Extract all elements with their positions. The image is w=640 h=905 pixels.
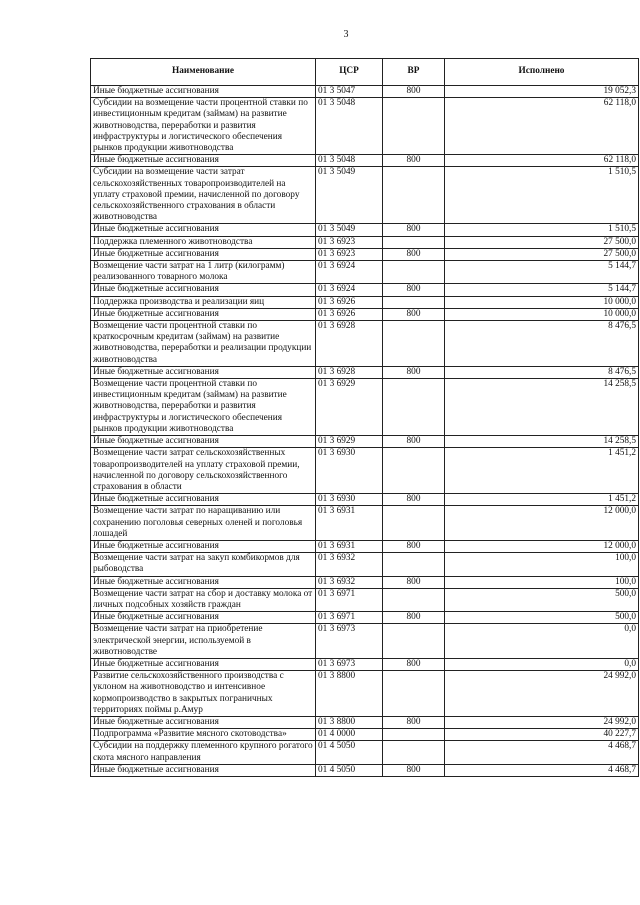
table-row <box>91 379 639 436</box>
row-amount-cell: 62 118,0 <box>445 155 639 167</box>
header-executed: Исполнено <box>445 59 639 86</box>
row-amount-cell: 10 000,0 <box>445 308 639 320</box>
row-vr-cell <box>383 296 445 308</box>
page-number: 3 <box>343 29 349 40</box>
row-csr-cell: 01 3 6971 <box>316 588 383 611</box>
table-row <box>91 671 639 717</box>
row-csr-cell: 01 3 6924 <box>316 284 383 296</box>
row-amount-cell: 14 258,5 <box>445 379 639 436</box>
header-csr: ЦСР <box>316 59 383 86</box>
row-name-cell: Возмещение части затрат на приобретение электрической энергии, используемой в животноводстве <box>91 624 316 659</box>
row-name-cell: Возмещение части затрат на закуп комбикормов для рыбоводства <box>91 553 316 576</box>
row-vr-cell <box>383 448 445 494</box>
row-name-cell: Иные бюджетные ассигнования <box>91 248 316 260</box>
table-row <box>91 448 639 494</box>
row-amount-cell: 19 052,3 <box>445 86 639 98</box>
row-csr-cell: 01 3 6973 <box>316 624 383 659</box>
row-name-cell: Иные бюджетные ассигнования <box>91 366 316 378</box>
row-amount-cell: 12 000,0 <box>445 540 639 552</box>
table-row <box>91 224 639 236</box>
row-csr-cell: 01 3 6971 <box>316 612 383 624</box>
table-row <box>91 167 639 224</box>
row-vr-cell: 800 <box>383 716 445 728</box>
row-amount-cell: 5 144,7 <box>445 284 639 296</box>
row-csr-cell: 01 3 8800 <box>316 671 383 717</box>
row-amount-cell: 0,0 <box>445 658 639 670</box>
row-name-cell: Субсидии на возмещение части затрат сельскохозяйственных товаропроизводителей на уплату страховой премии, начисленной по договору сельскохозяйственного страхования в области животноводства <box>91 167 316 224</box>
row-name-cell: Иные бюджетные ассигнования <box>91 155 316 167</box>
table-row <box>91 296 639 308</box>
row-csr-cell: 01 4 5050 <box>316 741 383 764</box>
row-csr-cell: 01 3 6924 <box>316 261 383 284</box>
row-vr-cell: 800 <box>383 248 445 260</box>
row-vr-cell <box>383 98 445 155</box>
table-row <box>91 716 639 728</box>
row-csr-cell: 01 3 5049 <box>316 167 383 224</box>
row-name-cell: Возмещение части процентной ставки по краткосрочным кредитам (займам) на развитие животноводства, переработки и реализации продукции животноводства <box>91 321 316 367</box>
row-vr-cell <box>383 506 445 541</box>
row-csr-cell: 01 3 6928 <box>316 321 383 367</box>
row-amount-cell: 24 992,0 <box>445 671 639 717</box>
row-name-cell: Иные бюджетные ассигнования <box>91 764 316 776</box>
table-row <box>91 553 639 576</box>
row-amount-cell: 4 468,7 <box>445 764 639 776</box>
table-header-row <box>91 59 639 86</box>
row-csr-cell: 01 3 6931 <box>316 506 383 541</box>
row-csr-cell: 01 3 5048 <box>316 98 383 155</box>
row-amount-cell: 1 451,2 <box>445 448 639 494</box>
row-csr-cell: 01 3 6930 <box>316 448 383 494</box>
row-vr-cell: 800 <box>383 540 445 552</box>
row-csr-cell: 01 3 5048 <box>316 155 383 167</box>
row-vr-cell <box>383 553 445 576</box>
row-csr-cell: 01 4 0000 <box>316 729 383 741</box>
row-vr-cell <box>383 379 445 436</box>
row-vr-cell: 800 <box>383 658 445 670</box>
row-name-cell: Поддержка племенного животноводства <box>91 236 316 248</box>
row-name-cell: Иные бюджетные ассигнования <box>91 612 316 624</box>
row-name-cell: Иные бюджетные ассигнования <box>91 540 316 552</box>
row-amount-cell: 1 510,5 <box>445 224 639 236</box>
row-csr-cell: 01 3 6926 <box>316 308 383 320</box>
row-name-cell: Иные бюджетные ассигнования <box>91 308 316 320</box>
row-name-cell: Поддержка производства и реализации яиц <box>91 296 316 308</box>
row-name-cell: Возмещение части затрат на сбор и доставку молока от личных подсобных хозяйств граждан <box>91 588 316 611</box>
table-row <box>91 624 639 659</box>
row-vr-cell <box>383 624 445 659</box>
row-amount-cell: 100,0 <box>445 553 639 576</box>
table-row <box>91 321 639 367</box>
row-name-cell: Подпрограмма «Развитие мясного скотоводства» <box>91 729 316 741</box>
row-amount-cell: 4 468,7 <box>445 741 639 764</box>
table-row <box>91 436 639 448</box>
row-name-cell: Иные бюджетные ассигнования <box>91 716 316 728</box>
row-vr-cell: 800 <box>383 764 445 776</box>
row-vr-cell: 800 <box>383 155 445 167</box>
table-row <box>91 741 639 764</box>
row-name-cell: Иные бюджетные ассигнования <box>91 494 316 506</box>
budget-table <box>90 58 639 777</box>
row-csr-cell: 01 3 8800 <box>316 716 383 728</box>
table-row <box>91 764 639 776</box>
table-row <box>91 540 639 552</box>
table-body <box>91 86 639 777</box>
row-vr-cell <box>383 729 445 741</box>
table-row <box>91 284 639 296</box>
table-row <box>91 576 639 588</box>
row-name-cell: Возмещение части затрат на 1 литр (килограмм) реализованного товарного молока <box>91 261 316 284</box>
row-csr-cell: 01 3 6926 <box>316 296 383 308</box>
row-name-cell: Возмещение части процентной ставки по инвестиционным кредитам (займам) на развитие животноводства, переработки и развития инфраструктуры и логистического обеспечения рынков продукции животноводства <box>91 379 316 436</box>
row-vr-cell <box>383 588 445 611</box>
row-vr-cell <box>383 236 445 248</box>
row-amount-cell: 1 451,2 <box>445 494 639 506</box>
table-row <box>91 729 639 741</box>
row-vr-cell <box>383 261 445 284</box>
row-csr-cell: 01 3 6923 <box>316 236 383 248</box>
row-csr-cell: 01 3 6923 <box>316 248 383 260</box>
row-vr-cell <box>383 671 445 717</box>
row-name-cell: Развитие сельскохозяйственного производства с уклоном на животноводство и интенсивное кормопроизводство в закрытых пограничных территориях поймы р.Амур <box>91 671 316 717</box>
row-name-cell: Иные бюджетные ассигнования <box>91 86 316 98</box>
row-amount-cell: 8 476,5 <box>445 321 639 367</box>
table-row <box>91 236 639 248</box>
row-amount-cell: 12 000,0 <box>445 506 639 541</box>
row-csr-cell: 01 3 6930 <box>316 494 383 506</box>
row-name-cell: Иные бюджетные ассигнования <box>91 576 316 588</box>
row-amount-cell: 8 476,5 <box>445 366 639 378</box>
row-name-cell: Возмещение части затрат по наращиванию или сохранению поголовья северных оленей и поголовья лошадей <box>91 506 316 541</box>
table-row <box>91 86 639 98</box>
row-csr-cell: 01 3 6973 <box>316 658 383 670</box>
row-csr-cell: 01 3 5047 <box>316 86 383 98</box>
row-amount-cell: 24 992,0 <box>445 716 639 728</box>
row-vr-cell: 800 <box>383 366 445 378</box>
row-vr-cell <box>383 167 445 224</box>
table-row <box>91 494 639 506</box>
row-vr-cell: 800 <box>383 494 445 506</box>
row-amount-cell: 1 510,5 <box>445 167 639 224</box>
row-amount-cell: 27 500,0 <box>445 236 639 248</box>
row-vr-cell: 800 <box>383 436 445 448</box>
row-amount-cell: 5 144,7 <box>445 261 639 284</box>
row-amount-cell: 500,0 <box>445 588 639 611</box>
row-amount-cell: 14 258,5 <box>445 436 639 448</box>
row-vr-cell: 800 <box>383 576 445 588</box>
row-csr-cell: 01 3 6929 <box>316 436 383 448</box>
row-name-cell: Субсидии на поддержку племенного крупного рогатого скота мясного направления <box>91 741 316 764</box>
row-name-cell: Иные бюджетные ассигнования <box>91 658 316 670</box>
row-csr-cell: 01 3 5049 <box>316 224 383 236</box>
row-name-cell: Возмещение части затрат сельскохозяйственных товаропроизводителей на уплату страховой премии, начисленной по договору сельскохозяйственного страхования в области <box>91 448 316 494</box>
row-amount-cell: 10 000,0 <box>445 296 639 308</box>
row-amount-cell: 500,0 <box>445 612 639 624</box>
row-vr-cell: 800 <box>383 224 445 236</box>
table-row <box>91 506 639 541</box>
row-csr-cell: 01 3 6932 <box>316 553 383 576</box>
row-vr-cell <box>383 741 445 764</box>
row-csr-cell: 01 4 5050 <box>316 764 383 776</box>
row-csr-cell: 01 3 6928 <box>316 366 383 378</box>
table-row <box>91 612 639 624</box>
table-row <box>91 308 639 320</box>
header-vr: ВР <box>383 59 445 86</box>
row-name-cell: Иные бюджетные ассигнования <box>91 284 316 296</box>
table-row <box>91 155 639 167</box>
table-row <box>91 248 639 260</box>
row-name-cell: Субсидии на возмещение части процентной ставки по инвестиционным кредитам (займам) на развитие животноводства, переработки и развития инфраструктуры и логистического обеспечения рынков продукции животноводства <box>91 98 316 155</box>
row-name-cell: Иные бюджетные ассигнования <box>91 436 316 448</box>
row-amount-cell: 40 227,7 <box>445 729 639 741</box>
row-amount-cell: 27 500,0 <box>445 248 639 260</box>
row-vr-cell: 800 <box>383 308 445 320</box>
row-vr-cell <box>383 321 445 367</box>
row-amount-cell: 62 118,0 <box>445 98 639 155</box>
table-row <box>91 366 639 378</box>
row-amount-cell: 0,0 <box>445 624 639 659</box>
table-row <box>91 261 639 284</box>
table-row <box>91 658 639 670</box>
row-csr-cell: 01 3 6932 <box>316 576 383 588</box>
table-row <box>91 588 639 611</box>
row-vr-cell: 800 <box>383 86 445 98</box>
row-csr-cell: 01 3 6931 <box>316 540 383 552</box>
row-amount-cell: 100,0 <box>445 576 639 588</box>
row-vr-cell: 800 <box>383 284 445 296</box>
row-csr-cell: 01 3 6929 <box>316 379 383 436</box>
table-row <box>91 98 639 155</box>
row-vr-cell: 800 <box>383 612 445 624</box>
header-name: Наименование <box>91 59 316 86</box>
row-name-cell: Иные бюджетные ассигнования <box>91 224 316 236</box>
